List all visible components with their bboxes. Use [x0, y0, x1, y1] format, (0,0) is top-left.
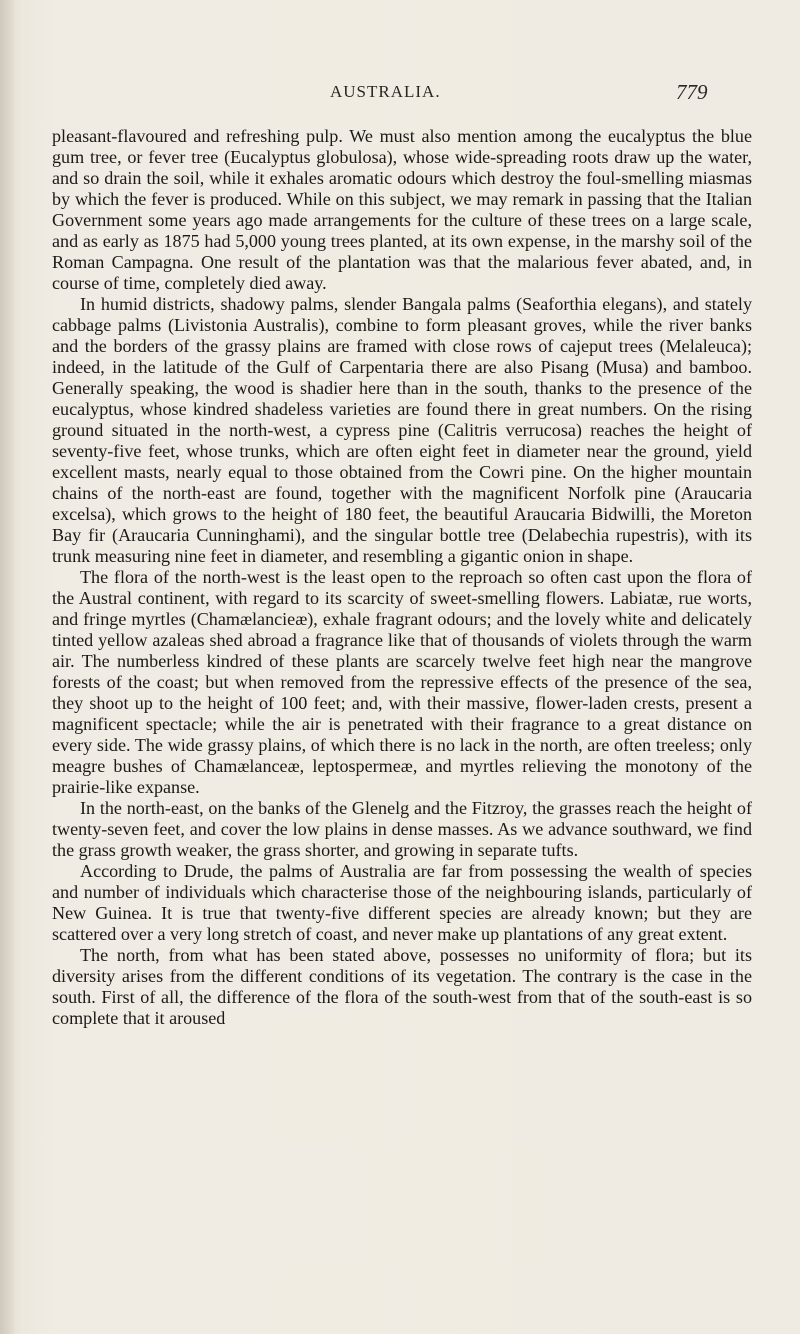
- page-gutter: [0, 0, 14, 1334]
- paragraph-3: The flora of the north-west is the least open to the reproach so often cast upon the flora of the Austral continent, with regard to its scarcity of sweet-smelling flowers. Labiatæ, rue worts, and fringe myrtles (Chamælancieæ), exhale fragrant odours; and the lovely white and delicately tinted yellow azaleas shed abroad a fragrance like that of thousands of violets through the warm air. The numberless kindred of these plants are scarcely twelve feet high near the mangrove forests of the coast; but when removed from the repressive effects of the presence of the sea, they shoot up to the height of 100 feet; and, with their massive, flower-laden crests, present a magnificent spectacle; while the air is penetrated with their fragrance to a great distance on every side. The wide grassy plains, of which there is no lack in the north, are often treeless; only meagre bushes of Chamælanceæ, leptospermeæ, and myrtles relieving the monotony of the prairie-like expanse.: [52, 567, 752, 797]
- paragraph-2: In humid districts, shadowy palms, slender Bangala palms (Seaforthia elegans), and stately cabbage palms (Livistonia Australis), combine to form pleasant groves, while the river banks and the borders of the grassy plains are framed with close rows of cajeput trees (Melaleuca); indeed, in the latitude of the Gulf of Carpentaria there are also Pisang (Musa) and bamboo. Generally speaking, the wood is shadier here than in the south, thanks to the presence of the eucalyptus, whose kindred shadeless varieties are found there in great numbers. On the rising ground situated in the north-west, a cypress pine (Calitris verrucosa) reaches the height of seventy-five feet, whose trunks, which are often eight feet in diameter near the ground, yield excellent masts, nearly equal to those obtained from the Cowri pine. On the higher mountain chains of the north-east are found, together with the magnificent Norfolk pine (Araucaria excelsa), which grows to the height of 180 feet, the beautiful Araucaria Bidwilli, the Moreton Bay fir (Araucaria Cunninghami), and the singular bottle tree (Delabechia rupestris), with its trunk measuring nine feet in diameter, and resembling a gigantic onion in shape.: [52, 294, 752, 566]
- page-number: 779: [676, 80, 708, 104]
- paragraph-4: In the north-east, on the banks of the Glenelg and the Fitzroy, the grasses reach the height of twenty-seven feet, and cover the low plains in dense masses. As we advance southward, we find the grass growth weaker, the grass shorter, and growing in separate tufts.: [52, 798, 752, 860]
- page-header-title: AUSTRALIA.: [330, 82, 441, 101]
- body-text: [52, 126, 752, 1029]
- paragraph-1: pleasant-flavoured and refreshing pulp. We must also mention among the eucalyptus the blue gum tree, or fever tree (Eucalyptus globulosa), whose wide-spreading roots draw up the water, and so drain the soil, while it exhales aromatic odours which destroy the foul-smelling miasmas by which the fever is produced. While on this subject, we may remark in passing that the Italian Government some years ago made arrangements for the culture of these trees on a large scale, and as early as 1875 had 5,000 young trees planted, at its own expense, in the marshy soil of the Roman Campagna. One result of the plantation was that the malarious fever abated, and, in course of time, completely died away.: [52, 126, 752, 293]
- paragraph-5: According to Drude, the palms of Australia are far from possessing the wealth of species and number of individuals which characterise those of the neighbouring islands, particularly of New Guinea. It is true that twenty-five different species are already known; but they are scattered over a very long stretch of coast, and never make up plantations of any great extent.: [52, 861, 752, 944]
- paragraph-6: The north, from what has been stated above, possesses no uniformity of flora; but its diversity arises from the different conditions of its vegetation. The contrary is the case in the south. First of all, the difference of the flora of the south-west from that of the south-east is so complete that it aroused: [52, 945, 752, 1028]
- running-head: [0, 82, 800, 106]
